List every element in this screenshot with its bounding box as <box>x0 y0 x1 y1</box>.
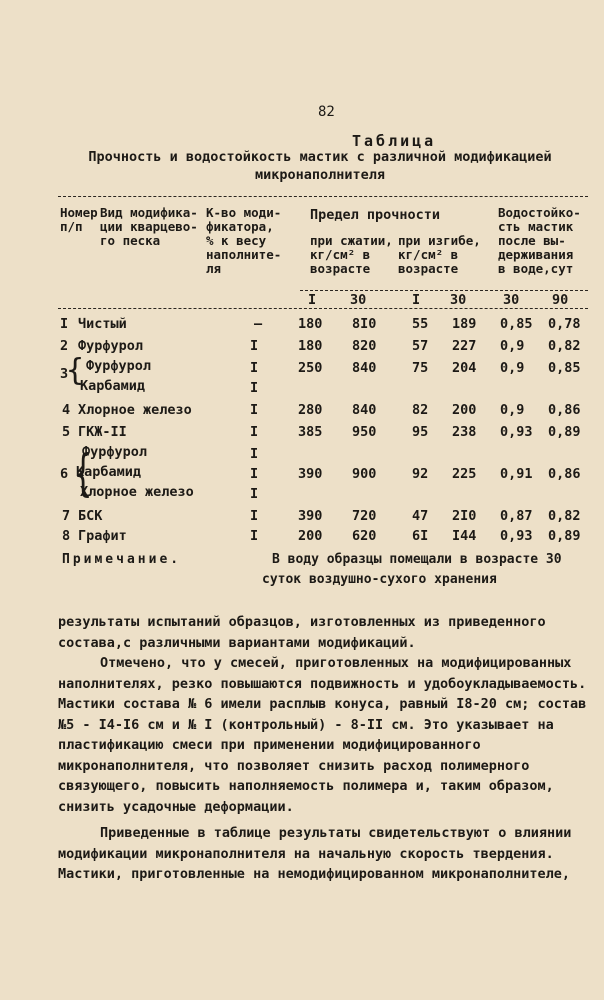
header-bending: при изгибе, кг/см² в возрасте <box>398 233 481 276</box>
row-4-bend-30: 200 <box>452 402 477 418</box>
row-6-type-3: Хлорное железо <box>80 484 194 500</box>
row-6-water-90: 0,86 <box>548 466 581 482</box>
header-water-resistance: Водостойко- сть мастик после вы- держивания в воде,сут <box>498 205 581 276</box>
row-1-water-30: 0,85 <box>500 316 533 332</box>
row-5-bend-30: 238 <box>452 424 477 440</box>
table-label: Таблица <box>352 132 437 150</box>
row-8-water-90: 0,89 <box>548 528 581 544</box>
header-strength-limit: Предел прочности <box>310 207 441 223</box>
row-3-brace: { <box>66 353 85 388</box>
row-4-bend-1: 82 <box>412 402 429 418</box>
header-modifier-quantity: К-во моди- фикатора, % к весу наполните- ля <box>206 205 282 276</box>
row-7-type: БСК <box>78 508 103 524</box>
note-text-line2: суток воздушно-сухого хранения <box>262 572 497 587</box>
age-water-90: 90 <box>552 292 569 308</box>
row-6-bend-1: 92 <box>412 466 429 482</box>
row-4-number: 4 <box>62 402 71 418</box>
row-6-bend-30: 225 <box>452 466 477 482</box>
row-3-bend-1: 75 <box>412 360 429 376</box>
age-compress-1: I <box>308 292 317 308</box>
row-7-compress-30: 720 <box>352 508 377 524</box>
row-3-bend-30: 204 <box>452 360 477 376</box>
row-3-water-90: 0,85 <box>548 360 581 376</box>
row-3-type-2: Карбамид <box>80 378 146 394</box>
header-compression: при сжатии, кг/см² в возрасте <box>310 233 393 276</box>
row-8-compress-1: 200 <box>298 528 323 544</box>
note-label: Примечание. <box>62 552 182 567</box>
row-6-water-30: 0,91 <box>500 466 533 482</box>
row-7-number: 7 <box>62 508 71 524</box>
table-top-rule <box>58 196 588 197</box>
row-5-number: 5 <box>62 424 71 440</box>
row-5-compress-30: 950 <box>352 424 377 440</box>
row-4-water-30: 0,9 <box>500 402 525 418</box>
table-title-line1: Прочность и водостойкость мастик с различной модификацией <box>88 149 552 165</box>
row-1-water-90: 0,78 <box>548 316 581 332</box>
row-6-compress-1: 390 <box>298 466 323 482</box>
row-3-qty-2: I <box>250 380 259 396</box>
age-compress-30: 30 <box>350 292 367 308</box>
row-6-brace: { <box>74 444 93 502</box>
row-2-qty: I <box>250 338 259 354</box>
row-8-compress-30: 620 <box>352 528 377 544</box>
row-6-compress-30: 900 <box>352 466 377 482</box>
header-number: Номер п/п <box>60 205 98 234</box>
row-8-type: Графит <box>78 528 127 544</box>
row-8-qty: I <box>250 528 259 544</box>
row-4-compress-30: 840 <box>352 402 377 418</box>
header-modification-type: Вид модифика- ции кварцево- го песка <box>100 205 198 248</box>
row-5-type: ГКЖ-II <box>78 424 127 440</box>
row-2-compress-30: 820 <box>352 338 377 354</box>
paragraph-2: Отмечено, что у смесей, приготовленных на модифицированных наполнителях, резко повышаются подвижность и удобоукладываемость. Мастики состава № 6 имели расплыв конуса, равный I8-20 см; состав №5 - I4-I6 см и № I (контрольный) - 8-II см. Это указывает на пластификацию смеси при применении модифицированного микронаполнителя, что позволяет снизить расход полимерного связующего, повысить наполняемость полимера и, таким образом, снизить усадочные деформации. <box>58 655 587 815</box>
row-2-bend-1: 57 <box>412 338 429 354</box>
table-title-line2: микронаполнителя <box>254 167 386 183</box>
row-7-bend-1: 47 <box>412 508 429 524</box>
row-6-type-2: Карбамид <box>76 464 142 480</box>
row-3-number: 3 <box>60 366 69 382</box>
row-1-compress-1: 180 <box>298 316 323 332</box>
row-1-qty: – <box>254 316 263 332</box>
row-2-number: 2 <box>60 338 69 354</box>
row-6-number: 6 <box>60 466 69 482</box>
row-1-bend-30: 189 <box>452 316 477 332</box>
row-2-water-30: 0,9 <box>500 338 525 354</box>
row-2-type: Фурфурол <box>78 338 144 354</box>
row-1-type: Чистый <box>78 316 127 332</box>
age-bend-1: I <box>412 292 421 308</box>
row-4-qty: I <box>250 402 259 418</box>
row-5-compress-1: 385 <box>298 424 323 440</box>
row-3-compress-30: 840 <box>352 360 377 376</box>
row-4-compress-1: 280 <box>298 402 323 418</box>
row-6-qty-3: I <box>250 486 259 502</box>
paragraph-1: результаты испытаний образцов, изготовленных из приведенного состава,с различными вариантами модификаций. <box>58 614 546 651</box>
row-3-compress-1: 250 <box>298 360 323 376</box>
row-5-qty: I <box>250 424 259 440</box>
row-2-compress-1: 180 <box>298 338 323 354</box>
age-rule <box>300 290 588 291</box>
row-8-bend-30: I44 <box>452 528 477 544</box>
row-4-type: Хлорное железо <box>78 402 192 418</box>
row-6-type: Фурфурол <box>82 444 148 460</box>
page-number: 82 <box>318 104 335 120</box>
row-1-compress-30: 8I0 <box>352 316 377 332</box>
note-text-line1: В воду образцы помещали в возрасте 30 <box>272 552 562 567</box>
row-3-water-30: 0,9 <box>500 360 525 376</box>
row-7-qty: I <box>250 508 259 524</box>
row-2-water-90: 0,82 <box>548 338 581 354</box>
row-5-bend-1: 95 <box>412 424 429 440</box>
row-6-qty: I <box>250 446 259 462</box>
row-7-water-90: 0,82 <box>548 508 581 524</box>
row-5-water-90: 0,89 <box>548 424 581 440</box>
row-7-bend-30: 2I0 <box>452 508 477 524</box>
paragraph-3: Приведенные в таблице результаты свидетельствуют о влиянии модификации микронаполнителя на начальную скорость твердения. Мастики, приготовленные на немодифицированном микронаполнителе, <box>58 825 572 882</box>
row-1-number: I <box>60 316 69 332</box>
row-8-water-30: 0,93 <box>500 528 533 544</box>
row-7-water-30: 0,87 <box>500 508 533 524</box>
row-3-type: Фурфурол <box>86 358 152 374</box>
row-5-water-30: 0,93 <box>500 424 533 440</box>
row-1-bend-1: 55 <box>412 316 429 332</box>
row-4-water-90: 0,86 <box>548 402 581 418</box>
table-title <box>60 148 580 184</box>
row-3-qty: I <box>250 360 259 376</box>
row-8-number: 8 <box>62 528 71 544</box>
row-6-qty-2: I <box>250 466 259 482</box>
row-7-compress-1: 390 <box>298 508 323 524</box>
row-2-bend-30: 227 <box>452 338 477 354</box>
row-8-bend-1: 6I <box>412 528 429 544</box>
age-water-30: 30 <box>503 292 520 308</box>
header-bottom-rule <box>58 308 588 309</box>
age-bend-30: 30 <box>450 292 467 308</box>
body-text <box>58 612 588 885</box>
